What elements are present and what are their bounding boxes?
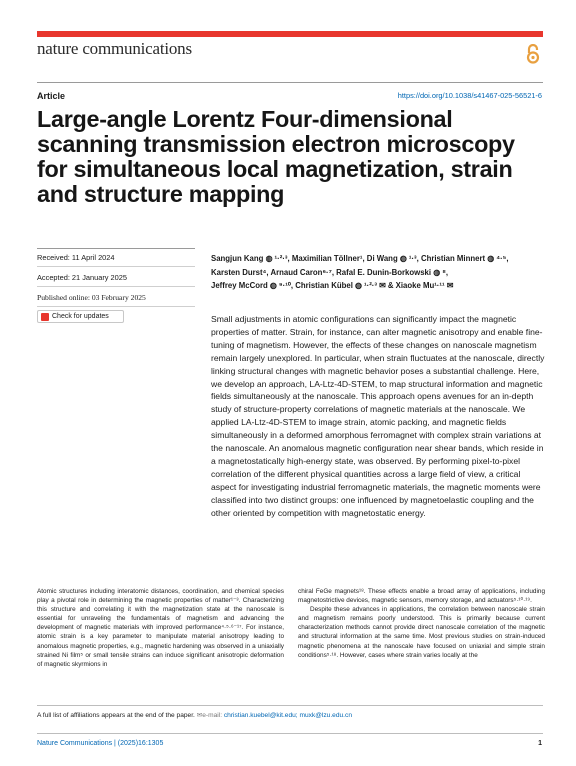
doi-link[interactable]: https://doi.org/10.1038/s41467-025-56521-6 <box>397 91 542 100</box>
body-paragraph: Despite these advances in applications, the correlation between nanoscale strain and magnetism remains poorly understood. This is primarily because current characterization methods cannot provide direct nanoscale correlation of the magnetic and structural information at the same time. Most previous studies on strain-induced magnetic phenomena at the nanoscale have focused on uniaxial and simple strain conditions⁵·¹⁸. However, cases where strain varies locally at the <box>298 606 545 659</box>
abstract: Small adjustments in atomic configurations can significantly impact the magnetic properties of matter. Strain, for instance, can alter magnetic anisotropy and enable fine-tuning of magnetism. However, the effects of these changes on nanoscale magnetism remain largely unexplored. In particular, when strain fluctuates at the nanoscale, directly linking structural changes with magnetic behavior poses a substantial challenge. Here, we develop an approach, LA-Ltz-4D-STEM, to map structural information and magnetic fields simultaneously at the nanoscale. This approach opens avenues for an in-depth study of structure-property correlations of magnetic materials at the nanoscale. We applied LA-Ltz-4D-STEM to image strain, atomic packing, and magnetic fields simultaneously in a deformed amorphous ferromagnet with complex strain variations at the nanoscale. An anomalous magnetic configuration near shear bands, which reside in a magnetostatically high-energy state, was observed. By performing pixel-to-pixel correlation of the different physical quantities across a large field of view, a critical aspect for investigating industrial ferromagnetic materials, the magnetic moments were classified into two distinct groups: one influenced by magnetoelastic coupling and the other oriented by competition with magnetostatic energy. <box>211 314 545 518</box>
page-number: 1 <box>538 740 542 747</box>
update-badge-icon <box>41 313 49 321</box>
dates-divider-1 <box>37 266 195 267</box>
body-column-right <box>298 587 545 660</box>
dates-divider-3 <box>37 306 195 307</box>
footnote-text: A full list of affiliations appears at the end of the paper. <box>37 712 195 719</box>
published-date: Published online: 03 February 2025 <box>37 293 146 302</box>
body-paragraph: Atomic structures including interatomic distances, coordination, and chemical species play a pivotal role in determining the magnetic properties of matter¹⁻³. Characterizing this structure and correlating it with the magnetization state at the nanoscale is essential for unraveling the fundamentals of magnetism and advancing the development of magnetic materials with improved performance⁴·⁵·⁶⁻¹⁷. For instance, atomic strain is a key parameter to manipulate material anisotropy leading to anomalous magnetic properties, e.g., magnetic hardening was observed in a uniaxially strained Ni film⁵ or small tensile strains can induce significant anisotropic deformation of magnetic skyrmions in <box>37 588 284 668</box>
accepted-date: Accepted: 21 January 2025 <box>37 273 127 282</box>
body-paragraph: chiral FeGe magnets¹⁸. These effects enable a broad array of applications, including magnetostrictive devices, magnetic sensors, memory storage, and actuators⁵·¹⁰·¹⁹. <box>298 588 545 605</box>
journal-citation[interactable]: Nature Communications | (2025)16:1305 <box>37 740 164 747</box>
author-line-2[interactable]: Karsten Durst⁴, Arnaud Caron⁶·⁷, Rafal E. Dunin-Borkowski ◍ ⁸, <box>211 267 449 277</box>
email-links[interactable]: christian.kuebel@kit.edu; muxk@lzu.edu.cn <box>223 712 352 719</box>
brand-color-bar <box>37 31 543 37</box>
affiliations-footnote <box>37 711 352 719</box>
open-access-lock-icon[interactable] <box>526 44 540 64</box>
dates-divider-top <box>37 248 195 249</box>
article-title: Large-angle Lorentz Four-dimensional scanning transmission electron microscopy for simultaneous local magnetization, strain and structure mapping <box>37 106 515 207</box>
check-for-updates-button[interactable] <box>37 310 124 323</box>
email-label: ✉e-mail: <box>196 712 223 719</box>
received-date: Received: 11 April 2024 <box>37 253 115 262</box>
footer-divider <box>37 733 543 734</box>
author-line-3[interactable]: Jeffrey McCord ◍ ⁹·¹⁰, Christian Kübel ◍ ¹·²·³ ✉ & Xiaoke Mu¹·¹¹ ✉ <box>211 281 454 291</box>
body-column-left <box>37 587 284 669</box>
check-for-updates-label: Check for updates <box>52 313 109 320</box>
dates-divider-2 <box>37 286 195 287</box>
author-list <box>211 252 541 293</box>
author-line-1[interactable]: Sangjun Kang ◍ ¹·²·³, Maximilian Töllner¹, Di Wang ◍ ¹·³, Christian Minnert ◍ ⁴·⁵, <box>211 254 509 263</box>
header-divider <box>37 82 543 83</box>
journal-name[interactable]: nature communications <box>37 39 192 58</box>
footnote-divider <box>37 705 543 706</box>
article-type-label: Article <box>37 91 66 101</box>
